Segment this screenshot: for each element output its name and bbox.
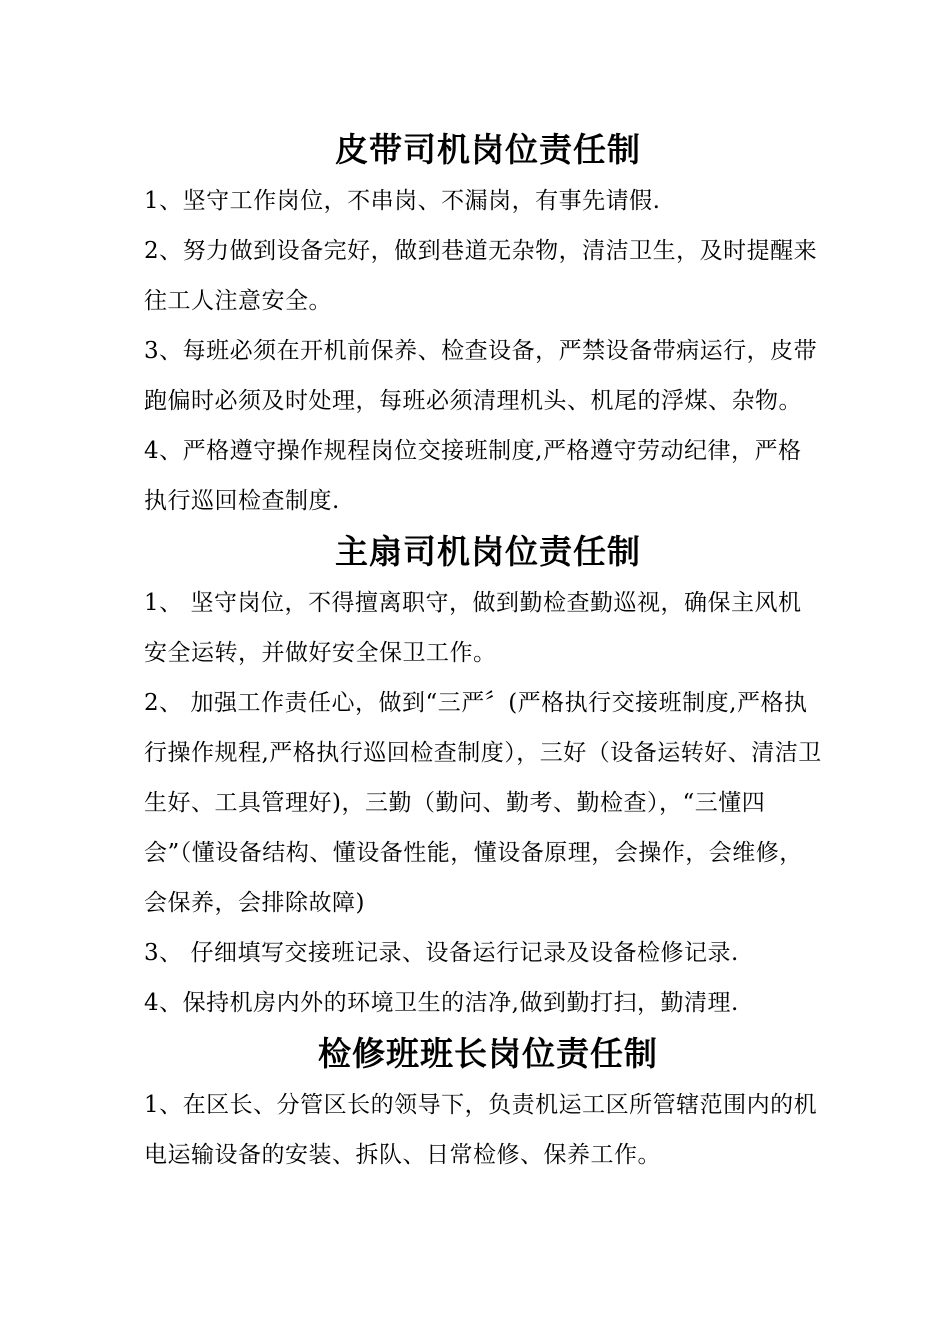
paragraph: 1、坚守工作岗位，不串岗、不漏岗，有事先请假. bbox=[144, 188, 661, 214]
section-title: 主扇司机岗位责任制 bbox=[335, 532, 641, 571]
paragraph: 1、 坚守岗位，不得擅离职守，做到勤检查勤巡视，确保主风机安全运转，并做好安全保卫工作。 bbox=[144, 590, 802, 666]
paragraph: 3、每班必须在开机前保养、检查设备，严禁设备带病运行，皮带跑偏时必须及时处理，每班必须清理机头、机尾的浮煤、杂物。 bbox=[144, 338, 818, 414]
section-title: 检修班班长岗位责任制 bbox=[318, 1034, 658, 1073]
section-maintenance-team-leader bbox=[144, 1028, 824, 1180]
paragraph: 4、严格遵守操作规程岗位交接班制度,严格遵守劳动纪律，严格执行巡回检查制度. bbox=[144, 438, 802, 514]
document-content bbox=[144, 124, 824, 1180]
paragraph: 1、在区长、分管区长的领导下，负责机运工区所管辖范围内的机电运输设备的安装、拆队、日常检修、保养工作。 bbox=[144, 1092, 818, 1168]
paragraph: 3、 仔细填写交接班记录、设备运行记录及设备检修记录. bbox=[144, 940, 739, 966]
section-belt-driver bbox=[144, 124, 824, 526]
paragraph: 4、保持机房内外的环境卫生的洁净,做到勤打扫，勤清理. bbox=[144, 990, 739, 1016]
paragraph: 2、努力做到设备完好，做到巷道无杂物，清洁卫生，及时提醒来往工人注意安全。 bbox=[144, 238, 818, 314]
paragraph: 2、 加强工作责任心，做到“三严〞(严格执行交接班制度,严格执行操作规程,严格执行巡回检查制度），三好（设备运转好、清洁卫生好、工具管理好)，三勤（勤问、勤考、勤检查），“三懂四会”（懂设备结构、懂设备性能，懂设备原理，会操作，会维修，会保养，会排除故障) bbox=[144, 690, 822, 916]
section-main-fan-driver bbox=[144, 526, 824, 1028]
section-title: 皮带司机岗位责任制 bbox=[335, 130, 641, 169]
